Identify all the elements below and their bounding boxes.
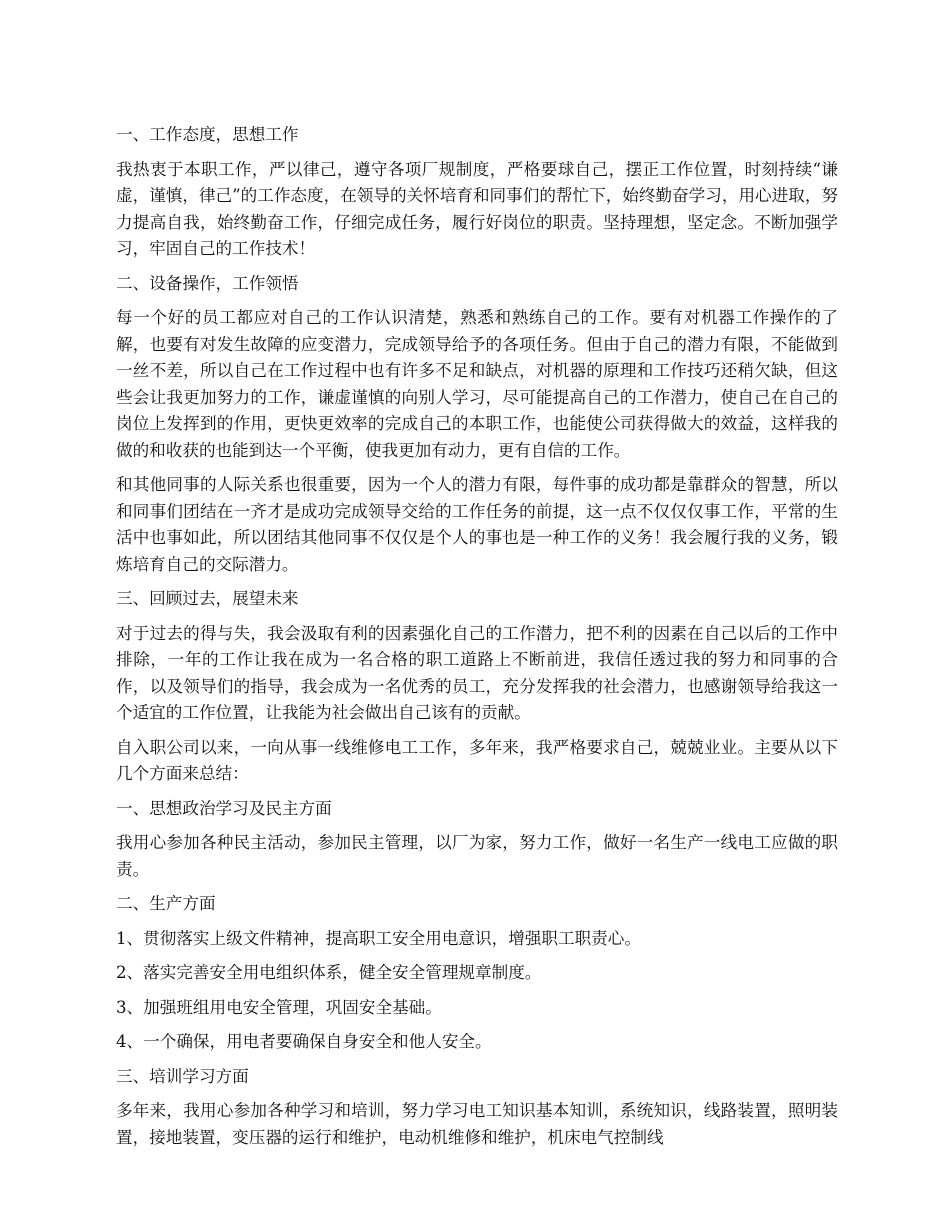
body-paragraph: 多年来，我用心参加各种学习和培训，努力学习电工知识基本知训，系统知识，线路装置，照明装置，接地装置，变压器的运行和维护，电动机维修和维护，机床电气控制线 — [116, 1101, 838, 1147]
body-paragraph: 自入职公司以来，一向从事一线维修电工工作，多年来，我严格要求自己，兢兢业业。主要从以下几个方面来总结： — [116, 737, 838, 783]
section-heading: 二、生产方面 — [116, 894, 216, 913]
list-item: 4、一个确保，用电者要确保自身安全和他人安全。 — [116, 1032, 492, 1051]
list-item: 2、落实完善安全用电组织体系，健全安全管理规章制度。 — [116, 963, 542, 982]
body-paragraph: 我热衷于本职工作，严以律己，遵守各项厂规制度，严格要球自己，摆正工作位置，时刻持续“谦虚，谨慎，律己”的工作态度，在领导的关怀培育和同事们的帮忙下，始终勤奋学习，用心进取，努力提高自我，始终勤奋工作，仔细完成任务，履行好岗位的职责。坚持理想，坚定念。不断加强学习，牢固自己的工作技术！ — [116, 159, 839, 258]
section-heading: 一、工作态度，思想工作 — [116, 125, 299, 144]
section-heading: 三、回顾过去，展望未来 — [116, 589, 299, 608]
body-paragraph: 我用心参加各种民主活动，参加民主管理，以厂为家，努力工作，做好一名生产一线电工应做的职责。 — [116, 833, 838, 879]
document-body — [116, 122, 838, 1159]
list-item: 3、加强班组用电安全管理，巩固安全基础。 — [116, 997, 442, 1017]
section-heading: 二、设备操作，工作领悟 — [116, 273, 299, 293]
section-heading: 三、培训学习方面 — [116, 1066, 249, 1086]
body-paragraph: 每一个好的员工都应对自己的工作认识清楚，熟悉和熟练自己的工作。要有对机器工作操作的了解，也要有对发生故障的应变潜力，完成领导给予的各项任务。但由于自己的潜力有限，不能做到一丝不差，所以自己在工作过程中也有许多不足和缺点，对机器的原理和工作技巧还稍欠缺，但这些会让我更加努力的工作，谦虚谨慎的向别人学习，尽可能提高自己的工作潜力，使自己在自己的岗位上发挥到的作用，更快更效率的完成自己的本职工作，也能使公司获得做大的效益，这样我的做的和收获的也能到达一个平衡，使我更加有动力，更有自信的工作。 — [116, 308, 838, 460]
section-heading: 一、思想政治学习及民主方面 — [116, 798, 332, 818]
list-item: 1、贯彻落实上级文件精神，提高职工安全用电意识，增强职工职责心。 — [116, 928, 641, 948]
body-paragraph: 对于过去的得与失，我会汲取有利的因素强化自己的工作潜力，把不利的因素在自己以后的工作中排除，一年的工作让我在成为一名合格的职工道路上不断前进，我信任透过我的努力和同事的合作，以及领导们的指导，我会成为一名优秀的员工，充分发挥我的社会潜力，也感谢领导给我这一个适宜的工作位置，让我能为社会做出自己该有的贡献。 — [116, 623, 838, 722]
body-paragraph: 和其他同事的人际关系也很重要，因为一个人的潜力有限，每件事的成功都是靠群众的智慧，所以和同事们团结在一齐才是成功完成领导交给的工作任务的前提，这一点不仅仅仅事工作，平常的生活中也事如此，所以团结其他同事不仅仅是个人的事也是一种工作的义务！我会履行我的义务，锻炼培育自己的交际潜力。 — [116, 475, 838, 574]
